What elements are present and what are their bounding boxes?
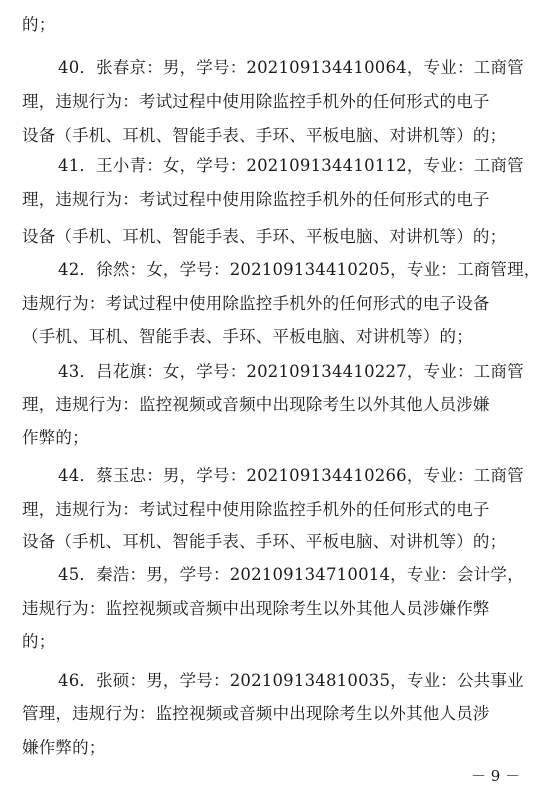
entry-43-line-1: 43．吕花旗：女，学号：202109134410227，专业：工商管 bbox=[58, 362, 524, 381]
entry-42-line-1: 42．徐然：女，学号：202109134410205，专业：工商管理， bbox=[58, 260, 541, 279]
entry-46-line-2: 管理，违规行为：监控视频或音频中出现除考生以外其他人员涉 bbox=[22, 704, 490, 723]
entry-46-line-3: 嫌作弊的； bbox=[22, 738, 106, 757]
entry-45-line-3: 的； bbox=[22, 632, 56, 651]
entry-46-line-1: 46．张硕：男，学号：202109134810035，专业：公共事业 bbox=[58, 671, 524, 690]
page-number: － 9 － bbox=[471, 767, 521, 785]
entry-44-line-2: 理，违规行为：考试过程中使用除监控手机外的任何形式的电子 bbox=[22, 500, 490, 519]
entry-41-line-3: 设备（手机、耳机、智能手表、手环、平板电脑、对讲机等）的； bbox=[22, 227, 507, 246]
entry-41-line-1: 41．王小青：女，学号：202109134410112，专业：工商管 bbox=[58, 156, 524, 175]
entry-45-line-1: 45．秦浩：男，学号：202109134710014，专业：会计学， bbox=[58, 565, 524, 584]
entry-40-line-2: 理，违规行为：考试过程中使用除监控手机外的任何形式的电子 bbox=[22, 92, 490, 111]
entry-44-line-1: 44．蔡玉忠：男，学号：202109134410266，专业：工商管 bbox=[58, 466, 524, 485]
entry-45-line-2: 违规行为：监控视频或音频中出现除考生以外其他人员涉嫌作弊 bbox=[22, 599, 490, 618]
entry-44-line-3: 设备（手机、耳机、智能手表、手环、平板电脑、对讲机等）的； bbox=[22, 532, 507, 551]
entry-42-line-2: 违规行为：考试过程中使用除监控手机外的任何形式的电子设备 bbox=[22, 294, 490, 313]
entry-43-line-3: 作弊的； bbox=[22, 428, 89, 447]
text-line: 的； bbox=[22, 15, 56, 34]
entry-40-line-1: 40．张春京：男，学号：202109134410064，专业：工商管 bbox=[58, 58, 524, 77]
entry-40-line-3: 设备（手机、耳机、智能手表、手环、平板电脑、对讲机等）的； bbox=[22, 126, 507, 145]
entry-42-line-3: （手机、耳机、智能手表、手环、平板电脑、对讲机等）的； bbox=[22, 327, 473, 346]
entry-41-line-2: 理，违规行为：考试过程中使用除监控手机外的任何形式的电子 bbox=[22, 190, 490, 209]
entry-43-line-2: 理，违规行为：监控视频或音频中出现除考生以外其他人员涉嫌 bbox=[22, 395, 490, 414]
